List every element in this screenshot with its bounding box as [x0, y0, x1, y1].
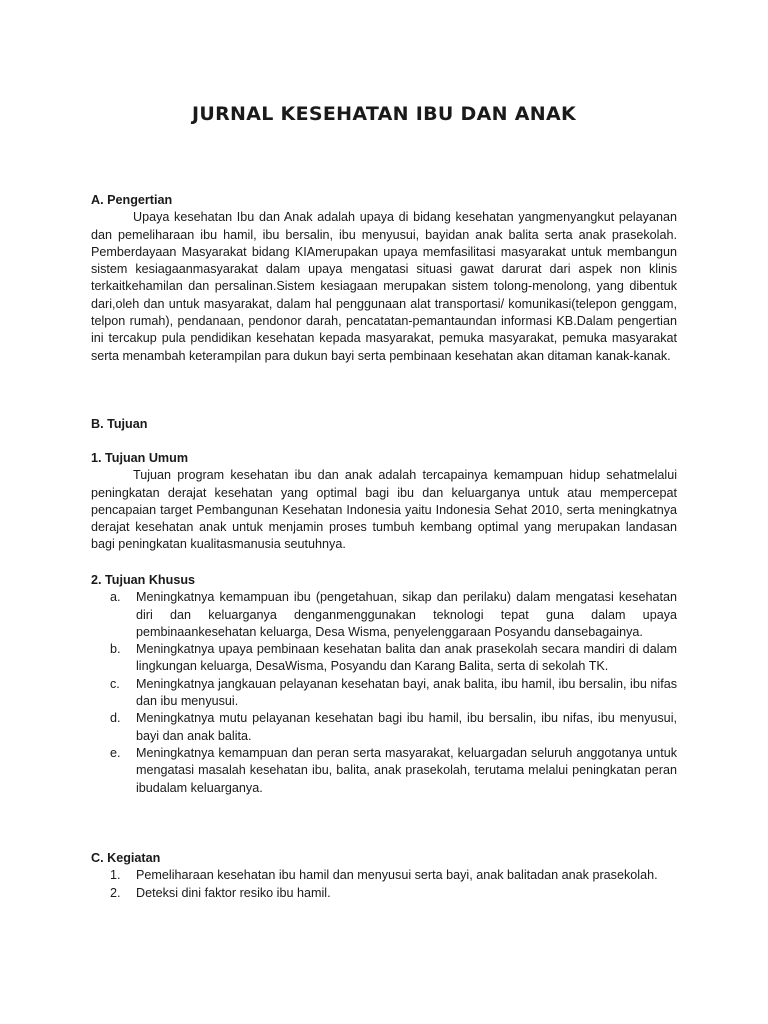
- list-marker: c.: [110, 676, 120, 691]
- list-item: [91, 710, 677, 745]
- list-item-text: Deteksi dini faktor resiko ibu hamil.: [136, 885, 331, 900]
- section-heading-pengertian: A. Pengertian: [91, 193, 173, 207]
- subsection-tujuan-khusus: [91, 572, 677, 797]
- list-item: [91, 745, 677, 797]
- list-item: [91, 676, 677, 711]
- kegiatan-list: [91, 867, 677, 902]
- list-marker: e.: [110, 745, 121, 760]
- section-kegiatan: [91, 850, 677, 902]
- list-item-text: Meningkatnya kemampuan ibu (pengetahuan, sikap dan perilaku) dalam mengatasi kesehatan diri dan keluarganya denganmenggunakan teknologi tepat guna dalam upaya pembinaankesehatan keluarga, Desa Wisma, penyelenggaraan Posyandu dansebagainya.: [136, 590, 677, 639]
- subsection-heading-tujuan-khusus: 2. Tujuan Khusus: [91, 573, 196, 587]
- document-title: JURNAL KESEHATAN IBU DAN ANAK: [192, 103, 576, 125]
- list-item-text: Meningkatnya mutu pelayanan kesehatan bagi ibu hamil, ibu bersalin, ibu nifas, ibu menyusui, bayi dan anak balita.: [136, 711, 677, 743]
- list-item-text: Pemeliharaan kesehatan ibu hamil dan menyusui serta bayi, anak balitadan anak prasekolah.: [136, 868, 658, 883]
- list-item-text: Meningkatnya upaya pembinaan kesehatan balita dan anak prasekolah secara mandiri di dalam lingkungan keluarga, DesaWisma, Posyandu dan Karang Balita, serta di sekolah TK.: [136, 642, 677, 674]
- list-marker: b.: [110, 642, 121, 657]
- section-heading-kegiatan: C. Kegiatan: [91, 851, 161, 865]
- subsection-heading-tujuan-umum: 1. Tujuan Umum: [91, 451, 189, 465]
- list-item-text: Meningkatnya jangkauan pelayanan kesehatan bayi, anak balita, ibu hamil, ibu bersalin, ibu nifas dan ibu menyusui.: [136, 676, 677, 709]
- section-tujuan: [91, 416, 677, 433]
- paragraph-pengertian: Upaya kesehatan Ibu dan Anak adalah upaya di bidang kesehatan yangmenyangkut pelayanan dan pemeliharaan ibu hamil, ibu bersalin, ibu menyusui, bayidan anak balita serta anak prasekolah. Pemberdayaan Masyarakat bidang KIAmerupakan upaya memfasilitasi masyarakat untuk membangun sistem kesiagaanmasyarakat dalam upaya mengatasi situasi gawat darurat dari aspek non klinis terkaitkehamilan dan persalinan.Sistem kesiagaan merupakan sistem tolong-menolong, yang dibentuk dari,oleh dan untuk masyarakat, dalam hal penggunaan alat transportasi/ komunikasi(telepon genggam, telpon rumah), pendanaan, pendonor darah, pencatatan-pemantaundan informasi KB.Dalam pengertian ini tercakup pula pendidikan kesehatan kepada masyarakat, pemuka masyarakat, pemuka masyarakat serta menambah keterampilan para dukun bayi serta pembinaan kesehatan akan ditaman kanak-kanak.: [91, 210, 677, 363]
- list-item-text: Meningkatnya kemampuan dan peran serta masyarakat, keluargadan seluruh anggotanya untuk mengatasi masalah kesehatan ibu, balita, anak prasekolah, terutama melalui peningkatan peran ibudalam keluarganya.: [136, 745, 677, 795]
- list-item: [91, 641, 677, 676]
- tujuan-khusus-list: [91, 589, 677, 797]
- section-pengertian: [91, 192, 677, 365]
- list-item: [91, 885, 677, 902]
- list-item: [91, 589, 677, 641]
- subsection-tujuan-umum: [91, 450, 677, 554]
- section-heading-tujuan: B. Tujuan: [91, 417, 148, 431]
- list-item: [91, 867, 677, 884]
- list-marker: 1.: [110, 868, 121, 883]
- list-marker: 2.: [110, 885, 121, 900]
- list-marker: d.: [110, 711, 121, 726]
- list-marker: a.: [110, 590, 121, 605]
- paragraph-tujuan-umum: Tujuan program kesehatan ibu dan anak adalah tercapainya kemampuan hidup sehatmelalui peningkatan derajat kesehatan yang optimal bagi ibu dan keluarganya untuk atau mempercepat pencapaian target Pembangunan Kesehatan Indonesia yaitu Indonesia Sehat 2010, serta meningkatnya derajat kesehatan anak untuk menjamin proses tumbuh kembang optimal yang merupakan landasan bagi peningkatan kualitasmanusia seutuhnya.: [91, 468, 677, 552]
